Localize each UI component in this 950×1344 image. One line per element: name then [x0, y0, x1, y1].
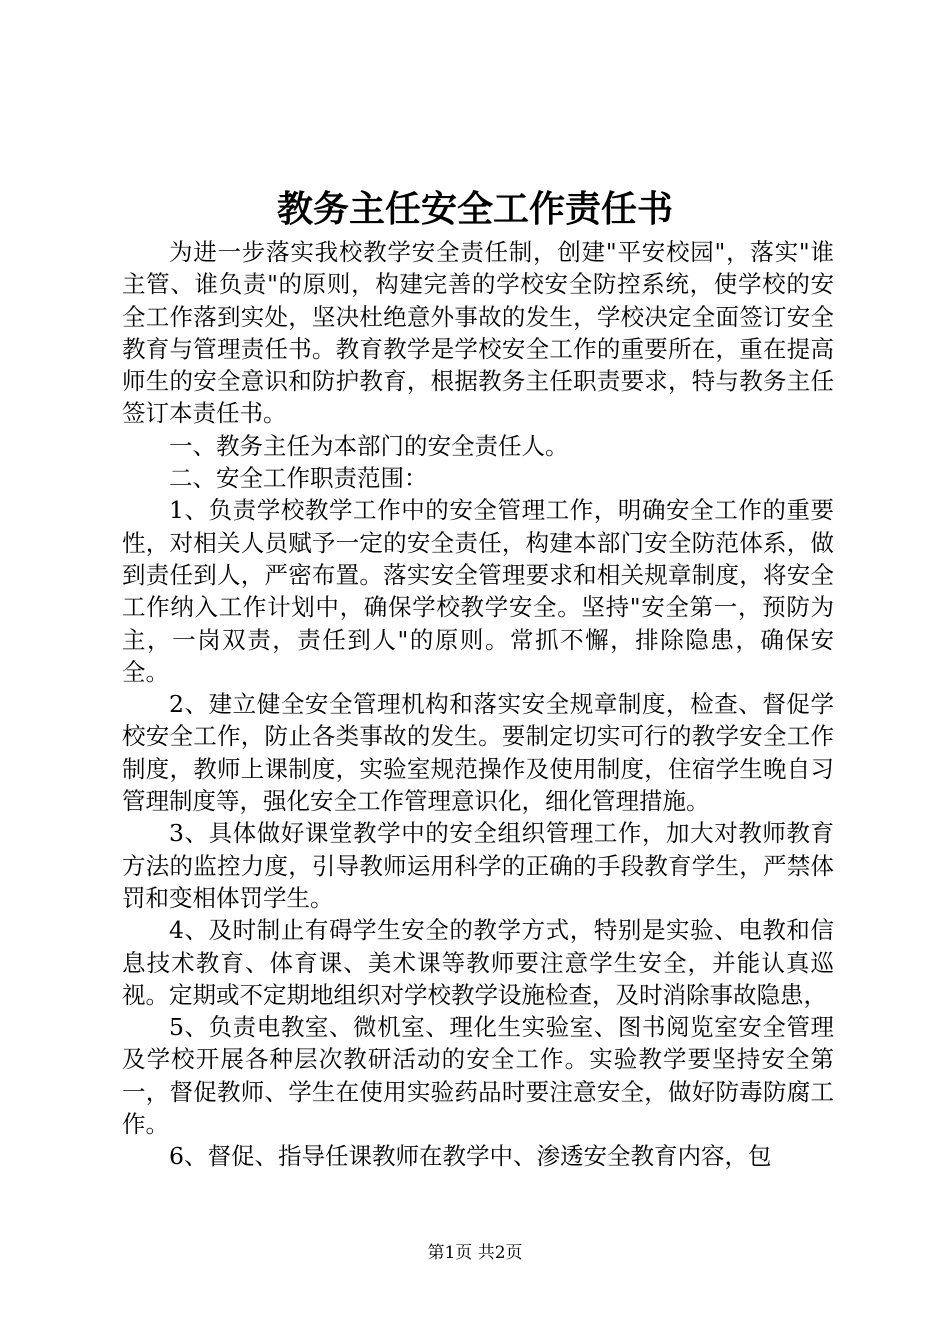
page-number-footer: 第1页 共2页 [427, 1243, 523, 1263]
document-title: 教务主任安全工作责任书 [276, 188, 673, 230]
paragraph-duty-1: 1、负责学校教学工作中的安全管理工作，明确安全工作的重要性，对相关人员赋予一定的安全责任，构建本部门安全防范体系，做到责任到人，严密布置。落实安全管理要求和相关规章制度，将安全工作纳入工作计划中，确保学校教学安全。坚持"安全第一，预防为主，一岗双责，责任到人"的原则。常抓不懈，排除隐患，确保安全。 [122, 496, 834, 686]
paragraph-item-2: 二、安全工作职责范围： [169, 464, 428, 493]
paragraph-duty-3: 3、具体做好课堂教学中的安全组织管理工作，加大对教师教育方法的监控力度，引导教师运用科学的正确的手段教育学生，严禁体罚和变相体罚学生。 [122, 819, 834, 912]
paragraph-intro: 为进一步落实我校教学安全责任制，创建"平安校园"，落实"谁主管、谁负责"的原则，构建完善的学校安全防控系统，使学校的安全工作落到实处，坚决杜绝意外事故的发生，学校决定全面签订安全教育与管理责任书。教育教学是学校安全工作的重要所在，重在提高师生的安全意识和防护教育，根据教务主任职责要求，特与教务主任签订本责任书。 [122, 238, 834, 428]
paragraph-duty-5: 5、负责电教室、微机室、理化生实验室、图书阅览室安全管理及学校开展各种层次教研活动的安全工作。实验教学要坚持安全第一，督促教师、学生在使用实验药品时要注意安全，做好防毒防腐工作。 [122, 1013, 834, 1139]
document-body [122, 236, 834, 1173]
paragraph-item-1: 一、教务主任为本部门的安全责任人。 [169, 431, 569, 460]
paragraph-duty-4: 4、及时制止有碍学生安全的教学方式，特别是实验、电教和信息技术教育、体育课、美术课等教师要注意学生安全，并能认真巡视。定期或不定期地组织对学校教学设施检查，及时消除事故隐患， [122, 916, 834, 1009]
paragraph-duty-6: 6、督促、指导任课教师在教学中、渗透安全教育内容，包 [169, 1142, 772, 1171]
paragraph-duty-2: 2、建立健全安全管理机构和落实安全规章制度，检查、督促学校安全工作，防止各类事故的发生。要制定切实可行的教学安全工作制度，教师上课制度，实验室规范操作及使用制度，住宿学生晚自习管理制度等，强化安全工作管理意识化，细化管理措施。 [122, 690, 834, 816]
